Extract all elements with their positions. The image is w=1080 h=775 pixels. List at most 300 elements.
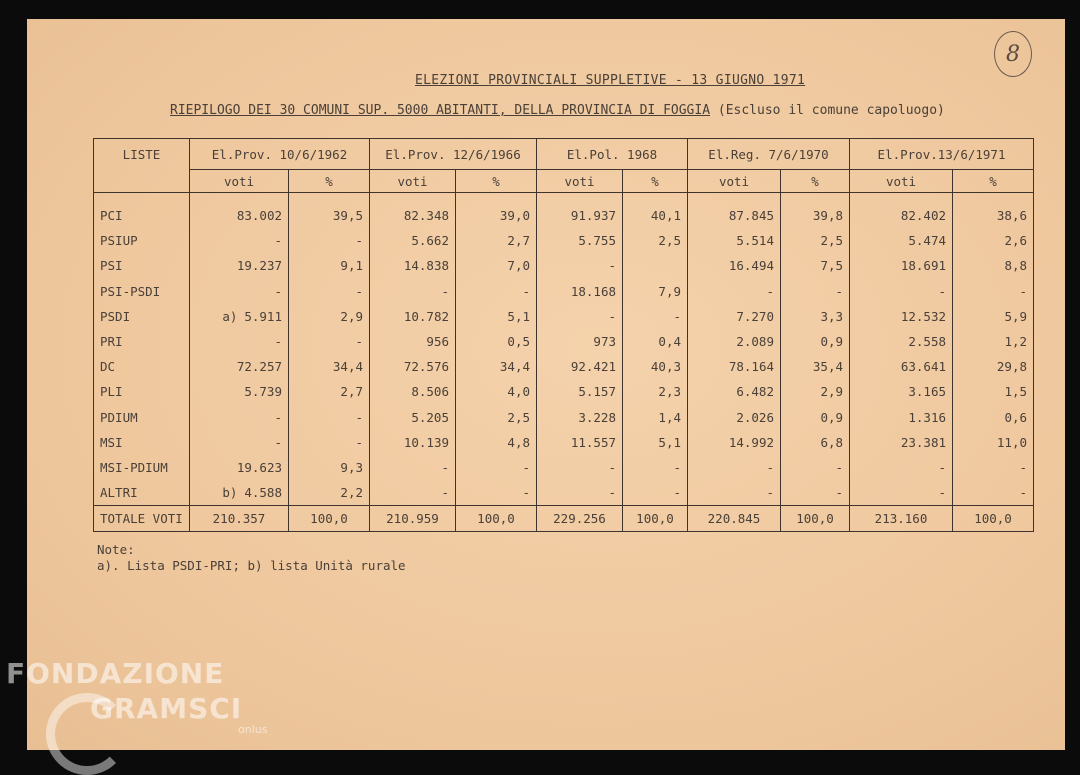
- percent-cell: [781, 228, 850, 253]
- percent-cell: [289, 379, 370, 404]
- notes: [97, 542, 406, 574]
- party-name: DC: [94, 354, 190, 379]
- cell-value: 4,0: [507, 384, 530, 400]
- cell-value: -: [441, 459, 449, 475]
- cell-value: 1.316: [908, 409, 947, 425]
- party-name: PLI: [94, 379, 190, 404]
- cell-value: -: [1019, 283, 1028, 299]
- total-percent: 100,0: [623, 506, 688, 532]
- cell-value: 6,8: [820, 434, 844, 450]
- votes-cell: [850, 253, 953, 278]
- header-pct: %: [456, 170, 537, 193]
- header-pct: %: [623, 170, 688, 193]
- percent-cell: [456, 480, 537, 506]
- cell-value: 3,3: [820, 308, 844, 324]
- cell-value: 18.168: [570, 283, 616, 299]
- cell-value: 2.026: [736, 409, 774, 425]
- percent-cell: [289, 253, 370, 278]
- cell-value: -: [274, 334, 282, 350]
- votes-cell: [190, 253, 289, 278]
- total-row: [94, 506, 1034, 532]
- cell-value: -: [274, 283, 282, 299]
- cell-value: 3.165: [908, 384, 947, 400]
- cell-value: 34,4: [499, 359, 530, 375]
- cell-value: 19.237: [236, 258, 282, 274]
- votes-cell: [370, 304, 456, 329]
- cell-value: -: [673, 459, 681, 475]
- percent-cell: [289, 405, 370, 430]
- votes-cell: [850, 228, 953, 253]
- cell-value: -: [766, 485, 774, 501]
- votes-cell: [370, 279, 456, 304]
- header-election: El.Prov. 10/6/1962: [190, 139, 370, 170]
- percent-cell: [289, 480, 370, 506]
- votes-cell: [370, 329, 456, 354]
- percent-cell: [623, 354, 688, 379]
- cell-value: 72.576: [403, 359, 449, 375]
- cell-value: -: [355, 409, 363, 425]
- page-number: 8: [994, 31, 1032, 77]
- votes-cell: [537, 253, 623, 278]
- table-row: [94, 405, 1034, 430]
- votes-cell: [370, 379, 456, 404]
- cell-value: 7,0: [507, 258, 530, 274]
- percent-cell: [781, 279, 850, 304]
- percent-cell: [289, 193, 370, 229]
- votes-cell: [850, 354, 953, 379]
- header-voti: voti: [688, 170, 781, 193]
- votes-cell: [370, 455, 456, 480]
- header-election: El.Prov. 12/6/1966: [370, 139, 537, 170]
- party-name: PSI: [94, 253, 190, 278]
- header-voti: voti: [190, 170, 289, 193]
- cell-value: -: [835, 485, 844, 501]
- votes-cell: [537, 329, 623, 354]
- cell-value: 14.838: [403, 258, 449, 274]
- cell-value: -: [522, 459, 530, 475]
- logo-line3: onlus: [238, 723, 268, 736]
- votes-cell: [688, 430, 781, 455]
- cell-value: 5.662: [411, 233, 449, 249]
- cell-value: 39,5: [332, 208, 363, 224]
- watermark-logo: [6, 657, 267, 736]
- table-row: [94, 379, 1034, 404]
- percent-cell: [623, 379, 688, 404]
- votes-cell: [850, 379, 953, 404]
- votes-cell: [190, 304, 289, 329]
- cell-value: -: [673, 485, 681, 501]
- cell-value: -: [522, 283, 530, 299]
- votes-cell: [190, 193, 289, 229]
- cell-value: 11.557: [570, 434, 616, 450]
- percent-cell: [781, 455, 850, 480]
- cell-value: 39,8: [812, 208, 844, 224]
- table-row: [94, 354, 1034, 379]
- cell-value: -: [766, 459, 774, 475]
- cell-value: 5.911: [244, 308, 282, 324]
- votes-cell: [850, 480, 953, 506]
- votes-cell: [688, 279, 781, 304]
- cell-value: 5.474: [908, 233, 947, 249]
- percent-cell: [781, 354, 850, 379]
- cell-value: 2,3: [658, 384, 681, 400]
- votes-cell: [537, 480, 623, 506]
- percent-cell: [781, 430, 850, 455]
- votes-cell: [688, 253, 781, 278]
- cell-value: 2,9: [820, 384, 844, 400]
- logo-line2: GRAMSCI: [90, 692, 243, 725]
- percent-cell: [781, 405, 850, 430]
- percent-cell: [289, 279, 370, 304]
- party-name: MSI: [94, 430, 190, 455]
- votes-cell: [190, 329, 289, 354]
- percent-cell: [623, 480, 688, 506]
- total-percent: 100,0: [953, 506, 1034, 532]
- percent-cell: [289, 430, 370, 455]
- votes-cell: [688, 329, 781, 354]
- cell-value: 9,1: [340, 258, 363, 274]
- header-voti: voti: [537, 170, 623, 193]
- percent-cell: [953, 379, 1034, 404]
- cell-value: 18.691: [900, 258, 947, 274]
- cell-value: 16.494: [728, 258, 774, 274]
- cell-value: 11,0: [996, 434, 1028, 450]
- cell-value: 2,6: [1004, 233, 1028, 249]
- percent-cell: [953, 228, 1034, 253]
- percent-cell: [623, 304, 688, 329]
- party-name: PCI: [94, 193, 190, 229]
- percent-cell: [781, 379, 850, 404]
- cell-value: 29,8: [996, 359, 1028, 375]
- percent-cell: [953, 354, 1034, 379]
- votes-cell: [190, 480, 289, 506]
- cell-value: 4,8: [507, 434, 530, 450]
- cell-value: 7,9: [658, 283, 681, 299]
- cell-value: 2.089: [736, 334, 774, 350]
- percent-cell: [953, 405, 1034, 430]
- cell-value: 1,4: [658, 409, 681, 425]
- cell-value: -: [1019, 459, 1028, 475]
- percent-cell: [953, 430, 1034, 455]
- cell-value: -: [835, 283, 844, 299]
- cell-value: 2,9: [340, 308, 363, 324]
- table-row: [94, 455, 1034, 480]
- cell-value: 7,5: [820, 258, 844, 274]
- cell-value: 2,5: [820, 233, 844, 249]
- total-votes: 210.357: [190, 506, 289, 532]
- total-votes: 220.845: [688, 506, 781, 532]
- cell-value: 35,4: [812, 359, 844, 375]
- cell-value: 63.641: [900, 359, 947, 375]
- cell-value: 9,3: [340, 459, 363, 475]
- cell-value: -: [355, 283, 363, 299]
- votes-cell: [190, 405, 289, 430]
- votes-cell: [370, 405, 456, 430]
- percent-cell: [781, 304, 850, 329]
- cell-value: 2,7: [340, 384, 363, 400]
- cell-value: 78.164: [728, 359, 774, 375]
- cell-value: 34,4: [332, 359, 363, 375]
- votes-cell: [190, 354, 289, 379]
- table-row: [94, 193, 1034, 229]
- percent-cell: [456, 279, 537, 304]
- table-row: [94, 279, 1034, 304]
- cell-value: 0,6: [1004, 409, 1028, 425]
- percent-cell: [456, 228, 537, 253]
- table-row: [94, 430, 1034, 455]
- votes-cell: [190, 379, 289, 404]
- cell-value: 72.257: [236, 359, 282, 375]
- percent-cell: [781, 193, 850, 229]
- votes-cell: [370, 354, 456, 379]
- percent-cell: [623, 455, 688, 480]
- party-name: PSDI: [94, 304, 190, 329]
- document-subtitle: [170, 103, 945, 118]
- cell-value: -: [608, 308, 616, 324]
- cell-value: 8.506: [411, 384, 449, 400]
- total-votes: 210.959: [370, 506, 456, 532]
- cell-value: 2.558: [908, 334, 947, 350]
- header-election: El.Reg. 7/6/1970: [688, 139, 850, 170]
- cell-value: 14.992: [728, 434, 774, 450]
- votes-cell: [190, 430, 289, 455]
- total-percent: 100,0: [456, 506, 537, 532]
- cell-value: -: [835, 459, 844, 475]
- cell-value: 39,0: [499, 208, 530, 224]
- cell-value: -: [274, 434, 282, 450]
- votes-cell: [688, 480, 781, 506]
- cell-value: 5.739: [244, 384, 282, 400]
- cell-value: 2,5: [507, 409, 530, 425]
- cell-value: 973: [593, 334, 616, 350]
- document-page: [27, 19, 1065, 750]
- cell-value: 5,1: [658, 434, 681, 450]
- percent-cell: [456, 455, 537, 480]
- percent-cell: [953, 455, 1034, 480]
- cell-value: 5.755: [578, 233, 616, 249]
- header-pct: %: [953, 170, 1034, 193]
- party-name: MSI-PDIUM: [94, 455, 190, 480]
- cell-value: 5,1: [507, 308, 530, 324]
- percent-cell: [623, 279, 688, 304]
- cell-value: 0,9: [820, 334, 844, 350]
- votes-cell: [537, 379, 623, 404]
- cell-value: -: [441, 283, 449, 299]
- percent-cell: [456, 304, 537, 329]
- votes-cell: [850, 279, 953, 304]
- votes-cell: [688, 455, 781, 480]
- cell-value: 23.381: [900, 434, 947, 450]
- cell-value: -: [938, 283, 947, 299]
- percent-cell: [623, 329, 688, 354]
- percent-cell: [289, 304, 370, 329]
- percent-cell: [289, 354, 370, 379]
- logo-line1: FONDAZIONE: [6, 657, 225, 690]
- cell-value: 2,2: [340, 485, 363, 501]
- percent-cell: [953, 193, 1034, 229]
- percent-cell: [623, 228, 688, 253]
- table-row: [94, 329, 1034, 354]
- votes-cell: [688, 405, 781, 430]
- party-name: ALTRI: [94, 480, 190, 506]
- table-row: [94, 480, 1034, 506]
- votes-cell: [850, 455, 953, 480]
- party-name: PDIUM: [94, 405, 190, 430]
- percent-cell: [456, 193, 537, 229]
- percent-cell: [289, 455, 370, 480]
- subtitle-underlined: RIEPILOGO DEI 30 COMUNI SUP. 5000 ABITANTI, DELLA PROVINCIA DI FOGGIA: [170, 103, 711, 118]
- cell-value: 7.270: [736, 308, 774, 324]
- table-row: [94, 228, 1034, 253]
- votes-cell: [688, 379, 781, 404]
- cell-value: 82.402: [900, 208, 947, 224]
- document-title: ELEZIONI PROVINCIALI SUPPLETIVE - 13 GIUGNO 1971: [415, 73, 806, 88]
- percent-cell: [781, 480, 850, 506]
- cell-value: -: [274, 233, 282, 249]
- notes-text: a). Lista PSDI-PRI; b) lista Unità rurale: [97, 558, 406, 573]
- votes-cell: [370, 253, 456, 278]
- cell-value: 38,6: [996, 208, 1028, 224]
- percent-cell: [456, 379, 537, 404]
- percent-cell: [623, 430, 688, 455]
- percent-cell: [953, 253, 1034, 278]
- votes-cell: [190, 455, 289, 480]
- cell-value: 10.139: [403, 434, 449, 450]
- cell-value: -: [441, 485, 449, 501]
- percent-cell: [781, 253, 850, 278]
- votes-cell: [850, 329, 953, 354]
- votes-cell: [688, 304, 781, 329]
- cell-value: 0,4: [658, 334, 681, 350]
- table-row: [94, 304, 1034, 329]
- cell-value: -: [355, 233, 363, 249]
- cell-value: 40,3: [650, 359, 681, 375]
- cell-value: -: [938, 485, 947, 501]
- cell-value: 5.157: [578, 384, 616, 400]
- note-marker: a): [222, 308, 238, 324]
- percent-cell: [456, 405, 537, 430]
- cell-value: 5.514: [736, 233, 774, 249]
- note-marker: b): [222, 485, 238, 501]
- votes-cell: [537, 193, 623, 229]
- cell-value: 19.623: [236, 459, 282, 475]
- cell-value: 956: [426, 334, 449, 350]
- cell-value: -: [938, 459, 947, 475]
- cell-value: 12.532: [900, 308, 947, 324]
- votes-cell: [190, 279, 289, 304]
- votes-cell: [850, 304, 953, 329]
- votes-cell: [688, 228, 781, 253]
- votes-cell: [190, 228, 289, 253]
- cell-value: 0,5: [507, 334, 530, 350]
- party-name: PRI: [94, 329, 190, 354]
- cell-value: -: [1019, 485, 1028, 501]
- votes-cell: [537, 304, 623, 329]
- table-row: [94, 253, 1034, 278]
- cell-value: 1,2: [1004, 334, 1028, 350]
- votes-cell: [370, 193, 456, 229]
- header-election: El.Prov.13/6/1971: [850, 139, 1034, 170]
- cell-value: -: [355, 334, 363, 350]
- header-voti: voti: [370, 170, 456, 193]
- subtitle-note: (Escluso il comune capoluogo): [717, 103, 945, 118]
- cell-value: 92.421: [570, 359, 616, 375]
- percent-cell: [456, 354, 537, 379]
- cell-value: 87.845: [728, 208, 774, 224]
- cell-value: 1,5: [1004, 384, 1028, 400]
- percent-cell: [953, 304, 1034, 329]
- cell-value: 6.482: [736, 384, 774, 400]
- cell-value: 83.002: [236, 208, 282, 224]
- cell-value: 5,9: [1004, 308, 1028, 324]
- votes-cell: [850, 405, 953, 430]
- header-pct: %: [289, 170, 370, 193]
- cell-value: 2,7: [507, 233, 530, 249]
- cell-value: -: [355, 434, 363, 450]
- votes-cell: [370, 228, 456, 253]
- percent-cell: [953, 480, 1034, 506]
- percent-cell: [289, 329, 370, 354]
- cell-value: 4.588: [244, 485, 282, 501]
- total-percent: 100,0: [781, 506, 850, 532]
- party-name: PSI-PSDI: [94, 279, 190, 304]
- votes-cell: [537, 279, 623, 304]
- percent-cell: [456, 253, 537, 278]
- total-votes: 213.160: [850, 506, 953, 532]
- votes-cell: [370, 430, 456, 455]
- percent-cell: [781, 329, 850, 354]
- results-table: [93, 138, 1034, 532]
- header-voti: voti: [850, 170, 953, 193]
- cell-value: -: [608, 459, 616, 475]
- votes-cell: [688, 193, 781, 229]
- cell-value: -: [608, 258, 616, 274]
- percent-cell: [289, 228, 370, 253]
- cell-value: -: [673, 308, 681, 324]
- cell-value: -: [608, 485, 616, 501]
- votes-cell: [537, 405, 623, 430]
- percent-cell: [623, 405, 688, 430]
- party-name: PSIUP: [94, 228, 190, 253]
- total-percent: 100,0: [289, 506, 370, 532]
- cell-value: 82.348: [403, 208, 449, 224]
- cell-value: -: [522, 485, 530, 501]
- header-pct: %: [781, 170, 850, 193]
- header-liste: LISTE: [94, 139, 190, 193]
- cell-value: 8,8: [1004, 258, 1028, 274]
- cell-value: 0,9: [820, 409, 844, 425]
- cell-value: 40,1: [650, 208, 681, 224]
- votes-cell: [537, 455, 623, 480]
- votes-cell: [688, 354, 781, 379]
- cell-value: 5.205: [411, 409, 449, 425]
- votes-cell: [850, 193, 953, 229]
- cell-value: 10.782: [403, 308, 449, 324]
- percent-cell: [953, 279, 1034, 304]
- cell-value: 2,5: [658, 233, 681, 249]
- cell-value: -: [274, 409, 282, 425]
- percent-cell: [456, 329, 537, 354]
- votes-cell: [537, 228, 623, 253]
- total-label: TOTALE VOTI: [94, 506, 190, 532]
- percent-cell: [456, 430, 537, 455]
- votes-cell: [537, 430, 623, 455]
- logo-circle-icon: [46, 693, 128, 775]
- header-election: El.Pol. 1968: [537, 139, 688, 170]
- cell-value: 91.937: [570, 208, 616, 224]
- cell-value: 3.228: [578, 409, 616, 425]
- cell-value: -: [766, 283, 774, 299]
